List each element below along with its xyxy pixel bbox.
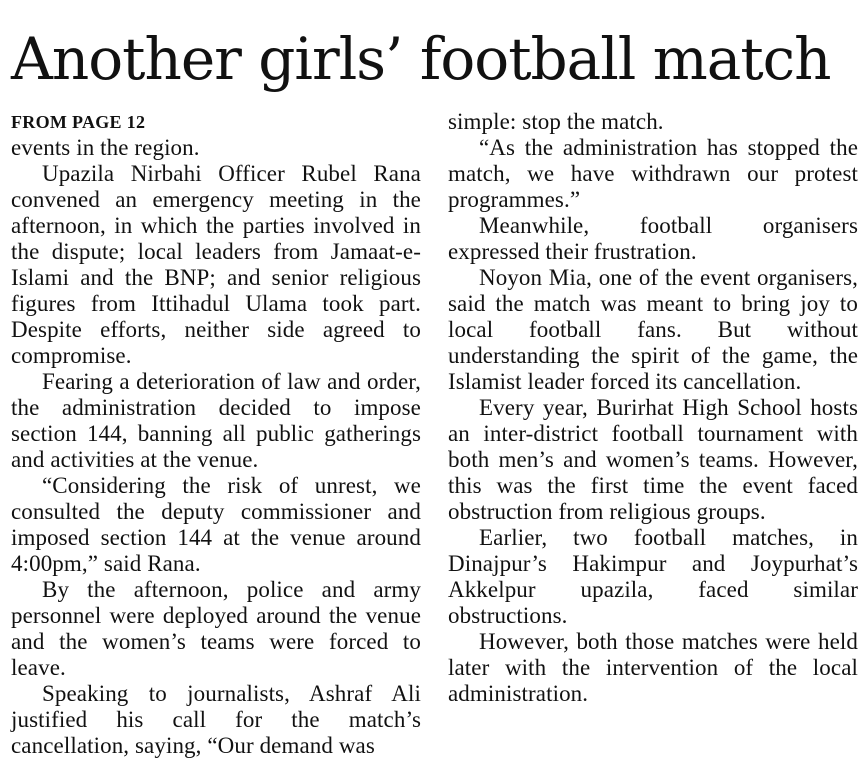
paragraph: Every year, Burirhat High School hosts an inter-district football tournament with both men’s and women’s teams. However, this was the first time the event faced obstruction from religious groups. bbox=[448, 395, 858, 524]
paragraph: simple: stop the match. bbox=[448, 109, 664, 134]
paragraph: Earlier, two football matches, in Dinajpur’s Hakimpur and Joypurhat’s Akkelpur upazila, faced similar obstructions. bbox=[448, 525, 858, 628]
paragraph: Noyon Mia, one of the event organisers, said the match was meant to bring joy to local football fans. But without understanding the spirit of the game, the Islamist leader forced its cancellation. bbox=[448, 265, 858, 394]
paragraph: However, both those matches were held later with the intervention of the local administration. bbox=[448, 629, 858, 706]
paragraph: “As the administration has stopped the match, we have withdrawn our protest programmes.” bbox=[448, 135, 858, 212]
paragraph: “Considering the risk of unrest, we consulted the deputy commissioner and imposed section 144 at the venue around 4:00pm,” said Rana. bbox=[11, 473, 421, 576]
kicker-from-page: FROM PAGE 12 bbox=[11, 112, 146, 132]
article-column-left bbox=[11, 109, 421, 759]
paragraph: By the afternoon, police and army personnel were deployed around the venue and the women’s teams were forced to leave. bbox=[11, 577, 421, 680]
paragraph: Meanwhile, football organisers expressed their frustration. bbox=[448, 213, 858, 264]
article-column-right bbox=[448, 109, 858, 707]
paragraph: Upazila Nirbahi Officer Rubel Rana convened an emergency meeting in the afternoon, in which the parties involved in the dispute; local leaders from Jamaat-e-Islami and the BNP; and senior religious figures from Ittihadul Ulama took part. Despite efforts, neither side agreed to compromise. bbox=[11, 161, 421, 368]
paragraph: events in the region. bbox=[11, 135, 200, 160]
paragraph: Speaking to journalists, Ashraf Ali justified his call for the match’s cancellation, saying, “Our demand was bbox=[11, 681, 421, 758]
paragraph: Fearing a deterioration of law and order, the administration decided to impose section 144, banning all public gatherings and activities at the venue. bbox=[11, 369, 421, 472]
headline: Another girls’ football match bbox=[11, 25, 831, 93]
